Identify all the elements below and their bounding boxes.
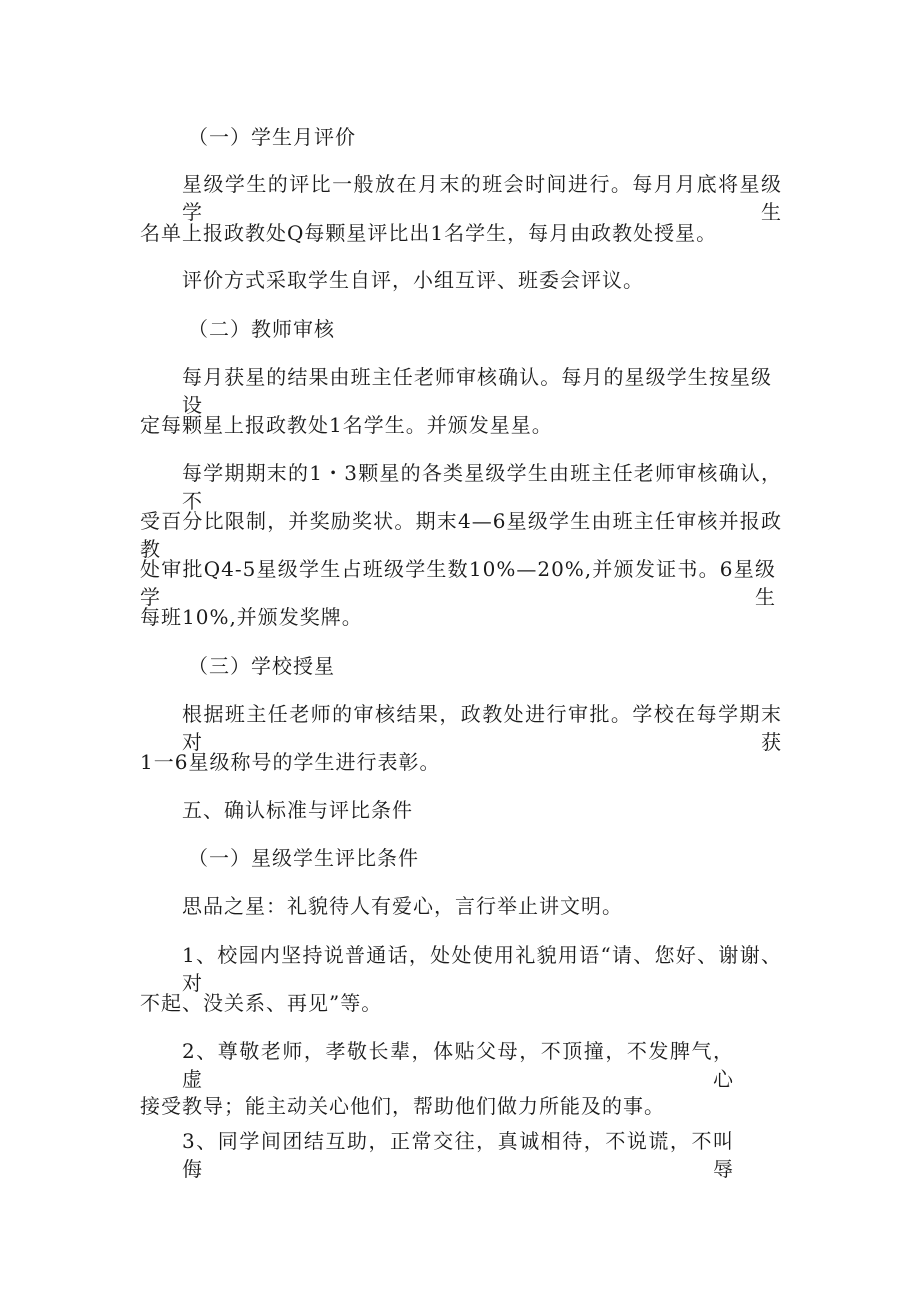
- paragraph-line: 1一6星级称号的学生进行表彰。: [140, 750, 441, 774]
- list-item-line: 3、同学间团结互助，正常交往，真诚相待，不说谎，不叫侮辱: [182, 1129, 734, 1181]
- section-heading-star-student-conditions: （一）星级学生评比条件: [188, 846, 419, 870]
- paragraph-line: 根据班主任老师的审核结果，政教处进行审批。学校在每学期末对获: [182, 702, 782, 754]
- paragraph-line: 每班10%,并颁发奖牌。: [140, 605, 363, 629]
- paragraph-line: 处审批Q4-5星级学生占班级学生数10%—20%,并颁发证书。6星级学生: [140, 557, 776, 609]
- list-item-line: 接受教导；能主动关心他们，帮助他们做力所能及的事。: [140, 1094, 665, 1118]
- section-heading-school-awards: （三）学校授星: [188, 654, 335, 678]
- paragraph-line: 星级学生的评比一般放在月末的班会时间进行。每月月底将星级学生: [182, 172, 782, 224]
- paragraph-line: 名单上报政教处Q每颗星评比出1名学生，每月由政教处授星。: [140, 221, 718, 245]
- paragraph-line: 评价方式采取学生自评，小组互评、班委会评议。: [182, 268, 644, 292]
- section-heading-student-monthly-evaluation: （一）学生月评价: [188, 125, 356, 149]
- list-item-line: 2、尊敬老师，孝敬长辈，体贴父母，不顶撞，不发脾气，虚心: [182, 1039, 734, 1091]
- paragraph-line: 定每颗星上报政教处1名学生。并颁发星星。: [140, 413, 553, 437]
- paragraph-line: 受百分比限制，并奖励奖状。期末4—6星级学生由班主任审核并报政教: [140, 509, 782, 561]
- section-heading-standards-and-conditions: 五、确认标准与评比条件: [182, 798, 413, 822]
- list-item-line: 1、校园内坚持说普通话，处处使用礼貌用语“请、您好、谢谢、对: [182, 943, 782, 995]
- paragraph-line: 思品之星：礼貌待人有爱心，言行举止讲文明。: [182, 894, 623, 918]
- paragraph-line: 每学期期末的1・3颗星的各类星级学生由班主任老师审核确认，不: [182, 461, 782, 513]
- paragraph-line: 每月获星的结果由班主任老师审核确认。每月的星级学生按星级设: [182, 365, 772, 417]
- list-item-line: 不起、没关系、再见”等。: [140, 991, 383, 1015]
- section-heading-teacher-review: （二）教师审核: [188, 317, 335, 341]
